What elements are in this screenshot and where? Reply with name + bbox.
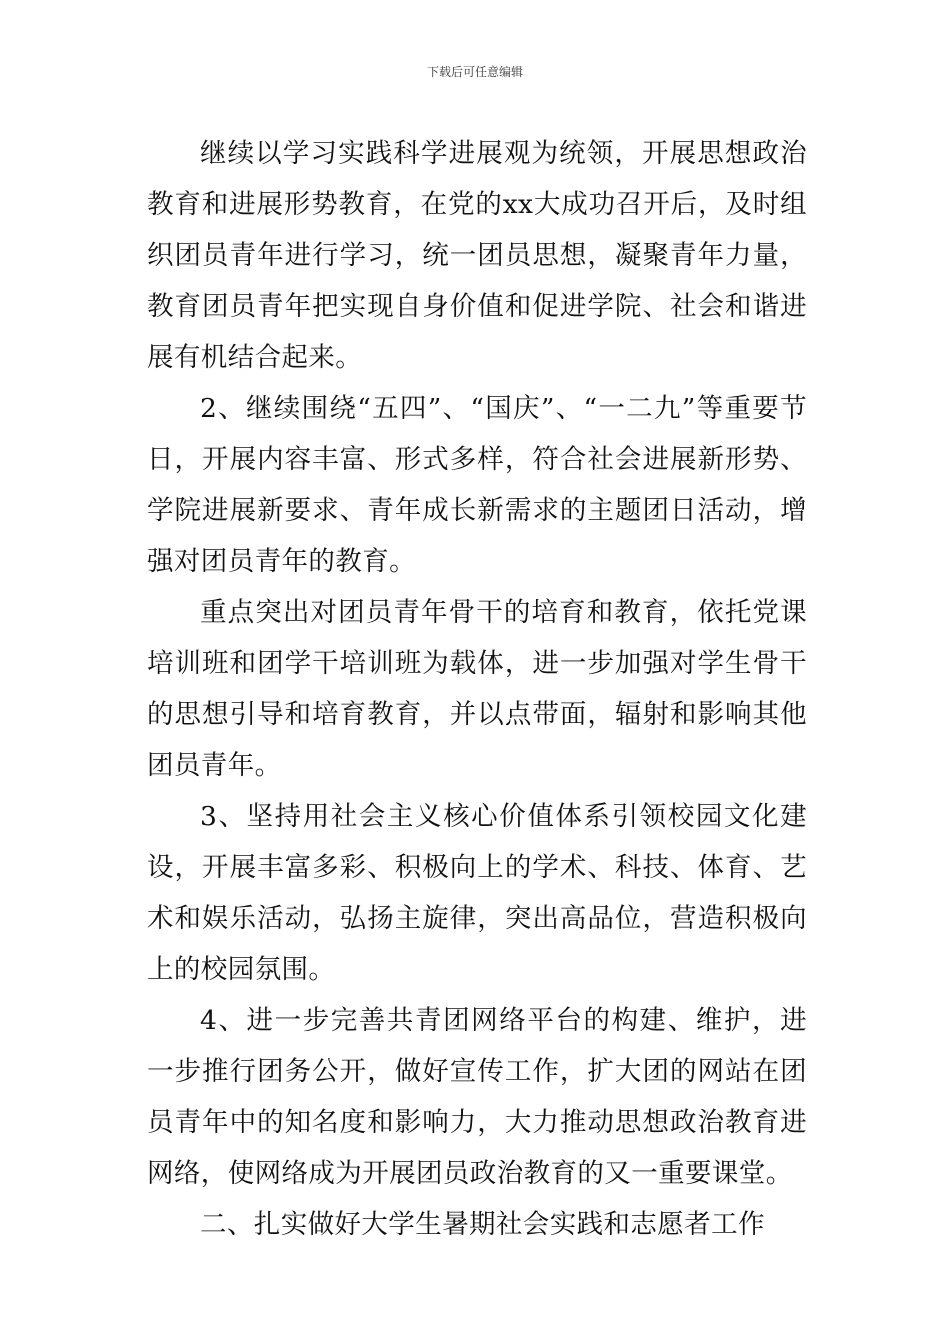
paragraph-5: 4、进一步完善共青团网络平台的构建、维护，进一步推行团务公开，做好宣传工作，扩大团的网站在团员青年中的知名度和影响力，大力推动思想政治教育进网络，使网络成为开展团员政治教育的又一重要课堂。 [147,1005,807,1189]
section-heading: 二、扎实做好大学生暑期社会实践和志愿者工作 [200,1209,765,1240]
document-body [147,128,807,1250]
paragraph-2: 2、继续围绕“五四”、“国庆”、“一二九”等重要节日，开展内容丰富、形式多样，符合社会进展新形势、学院进展新要求、青年成长新需求的主题团日活动，增强对团员青年的教育。 [147,393,807,577]
page-header: 下载后可任意编辑 [426,65,523,79]
paragraph-1: 继续以学习实践科学进展观为统领，开展思想政治教育和进展形势教育，在党的xx大成功召开后，及时组织团员青年进行学习，统一团员思想，凝聚青年力量，教育团员青年把实现自身价值和促进学院、社会和谐进展有机结合起来。 [147,138,807,373]
paragraph-4: 3、坚持用社会主义核心价值体系引领校园文化建设，开展丰富多彩、积极向上的学术、科技、体育、艺术和娱乐活动，弘扬主旋律，突出高品位，营造积极向上的校园氛围。 [147,801,807,985]
paragraph-3: 重点突出对团员青年骨干的培育和教育，依托党课培训班和团学干培训班为载体，进一步加强对学生骨干的思想引导和培育教育，并以点带面，辐射和影响其他团员青年。 [147,597,807,781]
